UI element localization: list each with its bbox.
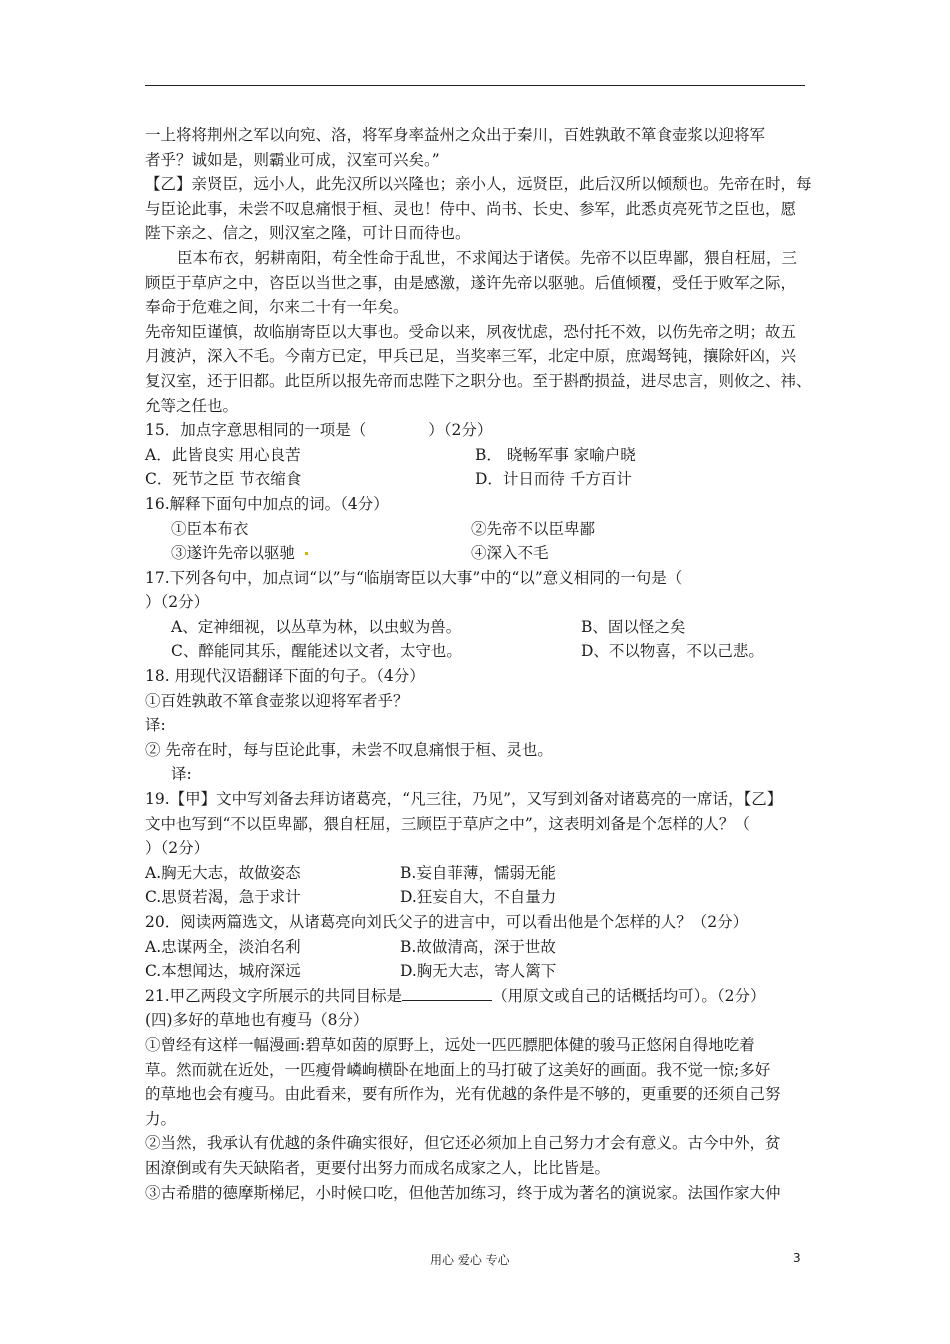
sentence-2: ② 先帝在时，每与臣论此事，未尝不叹息痛恨于桓、灵也。 xyxy=(145,740,553,759)
item-3: ③遂许先帝以驱驰 xyxy=(171,544,296,563)
question-20-options xyxy=(145,959,810,984)
question-17-options xyxy=(145,615,810,640)
question-19-cont: 文中也写到“不以臣卑鄙，猥自枉屈，三顾臣于草庐之中”，这表明刘备是个怎样的人？（ xyxy=(145,814,750,833)
sentence-1: ①百姓孰敢不箪食壶浆以迎将军者乎？ xyxy=(145,691,409,710)
question-21 xyxy=(145,984,810,1009)
text-line: 奉命于危难之间，尔来二十有一年矣。 xyxy=(145,298,409,317)
text-line: 者乎？诚如是，则霸业可成，汉室可兴矣。” xyxy=(145,150,440,169)
question-18: 18. 用现代汉语翻译下面的句子。（4分） xyxy=(145,667,425,686)
page-number: 3 xyxy=(793,1251,801,1265)
question-16-items xyxy=(145,517,810,542)
header-rule xyxy=(145,85,805,86)
question-19: 19.【甲】文中写刘备去拜访诸葛亮，“凡三往，乃见”，又写到刘备对诸葛亮的一席话，【乙】 xyxy=(145,790,783,809)
paragraph-line: 力。 xyxy=(145,1109,177,1128)
option-c: C．死节之臣 节衣缩食 xyxy=(145,470,302,489)
option-d: D.胸无大志，寄人篱下 xyxy=(400,962,557,981)
item-3-cell xyxy=(171,541,471,566)
option-a: A、定神细视，以丛草为林，以虫蚁为兽。 xyxy=(171,617,462,636)
item-1: ①臣本布衣 xyxy=(171,519,249,538)
question-20-options xyxy=(145,935,810,960)
option-d: D.狂妄自大，不自量力 xyxy=(400,888,557,907)
text-line: 允等之任也。 xyxy=(145,396,239,415)
question-17-score: ）（2分） xyxy=(145,593,210,612)
option-d: D．计日而待 千方百计 xyxy=(475,470,632,489)
option-c: C.本想闻达，城府深远 xyxy=(145,962,301,981)
option-d: D、不以物喜，不以己悲。 xyxy=(581,642,764,661)
option-a: A．此皆良实 用心良苦 xyxy=(145,445,301,464)
paragraph-line: ①曾经有这样一幅漫画:碧草如茵的原野上，远处一匹匹膘肥体健的骏马正悠闲自得地吃着 xyxy=(145,1035,755,1054)
option-a: A.胸无大志，故做姿态 xyxy=(145,863,301,882)
text-line: 复汉室，还于旧都。此臣所以报先帝而忠陛下之职分也。至于斟酌损益，进尽忠言，则攸之、祎、 xyxy=(145,371,812,390)
text-line: 与臣论此事，未尝不叹息痛恨于桓、灵也！侍中、尚书、长史、参军，此悉贞亮死节之臣也，愿 xyxy=(145,199,797,218)
question-17: 17.下列各句中，加点词“以”与“临崩寄臣以大事”中的“以”意义相同的一句是（ xyxy=(145,568,683,587)
item-2: ②先帝不以臣卑鄙 xyxy=(471,519,596,538)
answer-blank xyxy=(402,984,492,1001)
text-line: 先帝知臣谨慎，故临崩寄臣以大事也。受命以来，夙夜忧虑，恐付托不效，以伤先帝之明；故五 xyxy=(145,322,797,341)
question-20: 20．阅读两篇选文，从诸葛亮向刘氏父子的进言中，可以看出他是个怎样的人？（2分） xyxy=(145,913,749,931)
dot-mark xyxy=(305,552,308,555)
question-15: 15．加点字意思相同的一项是（ ）（2分） xyxy=(145,421,493,440)
question-19-options xyxy=(145,885,810,910)
option-c: C、醉能同其乐，醒能述以文者，太守也。 xyxy=(171,642,462,661)
question-19-options xyxy=(145,861,810,886)
text-line: 陛下亲之、信之，则汉室之隆，可计日而待也。 xyxy=(145,224,471,243)
paragraph-line: 的草地也会有瘦马。由此看来，要有所作为，光有优越的条件是不够的，更重要的还须自己努 xyxy=(145,1085,781,1104)
paragraph-line: ③古希腊的德摩斯梯尼，小时候口吃，但他苦加练习，终于成为著名的演说家。法国作家大仲 xyxy=(145,1183,781,1202)
translation-label: 译: xyxy=(145,716,166,735)
paragraph-line: 草。然而就在近处，一匹瘦骨嶙峋横卧在地面上的马打破了这美好的画面。我不觉一惊;多好 xyxy=(145,1060,771,1079)
option-c: C.思贤若渴，急于求计 xyxy=(145,888,301,907)
text-line: 臣本布衣，躬耕南阳，苟全性命于乱世，不求闻达于诸侯。先帝不以臣卑鄙，猥自枉屈，三 xyxy=(177,248,798,267)
question-15-options xyxy=(145,467,810,492)
question-16: 16.解释下面句中加点的词。（4分） xyxy=(145,494,389,513)
question-15-options xyxy=(145,443,810,468)
document-body xyxy=(145,123,810,1205)
paragraph-line: ②当然，我承认有优越的条件确实很好，但它还必须加上自己努力才会有意义。古今中外，贫 xyxy=(145,1134,781,1153)
text-line: 月渡泸，深入不毛。今南方已定，甲兵已足，当奖率三军，北定中原，庶竭驽钝，攘除奸凶，兴 xyxy=(145,347,797,366)
question-21-note: （用原文或自己的话概括均可）。（2分） xyxy=(492,986,766,1005)
option-b: B.故做清高，深于世故 xyxy=(400,937,556,956)
text-line: 顾臣于草庐之中，咨臣以当世之事，由是感激，遂许先帝以驱驰。后值倾覆，受任于败军之际， xyxy=(145,273,797,292)
text-line: 一上将将荆州之军以向宛、洛，将军身率益州之众出于秦川，百姓孰敢不箪食壶浆以迎将军 xyxy=(145,126,766,144)
option-b: B． 晓畅军事 家喻户晓 xyxy=(475,445,636,464)
footer-slogan: 用心 爱心 专心 xyxy=(430,1253,510,1267)
section-title: (四)多好的草地也有瘦马（8分） xyxy=(145,1011,369,1030)
option-b: B、固以怪之矣 xyxy=(581,617,686,636)
translation-label: 译: xyxy=(171,765,192,784)
item-4: ④深入不毛 xyxy=(471,544,549,563)
option-b: B.妄自菲薄，懦弱无能 xyxy=(400,863,556,882)
text-line: 【乙】亲贤臣，远小人，此先汉所以兴隆也；亲小人，远贤臣，此后汉所以倾颓也。先帝在时，每 xyxy=(145,175,812,194)
question-19-score: ）（2分） xyxy=(145,839,210,858)
question-21-prompt: 21.甲乙两段文字所展示的共同目标是 xyxy=(145,986,403,1005)
question-17-options xyxy=(145,639,810,664)
question-16-items xyxy=(145,541,810,566)
option-a: A.忠谋两全，淡泊名利 xyxy=(145,937,301,956)
paragraph-line: 困潦倒或有失天缺陷者，更要付出努力而成名成家之人，比比皆是。 xyxy=(145,1158,611,1177)
